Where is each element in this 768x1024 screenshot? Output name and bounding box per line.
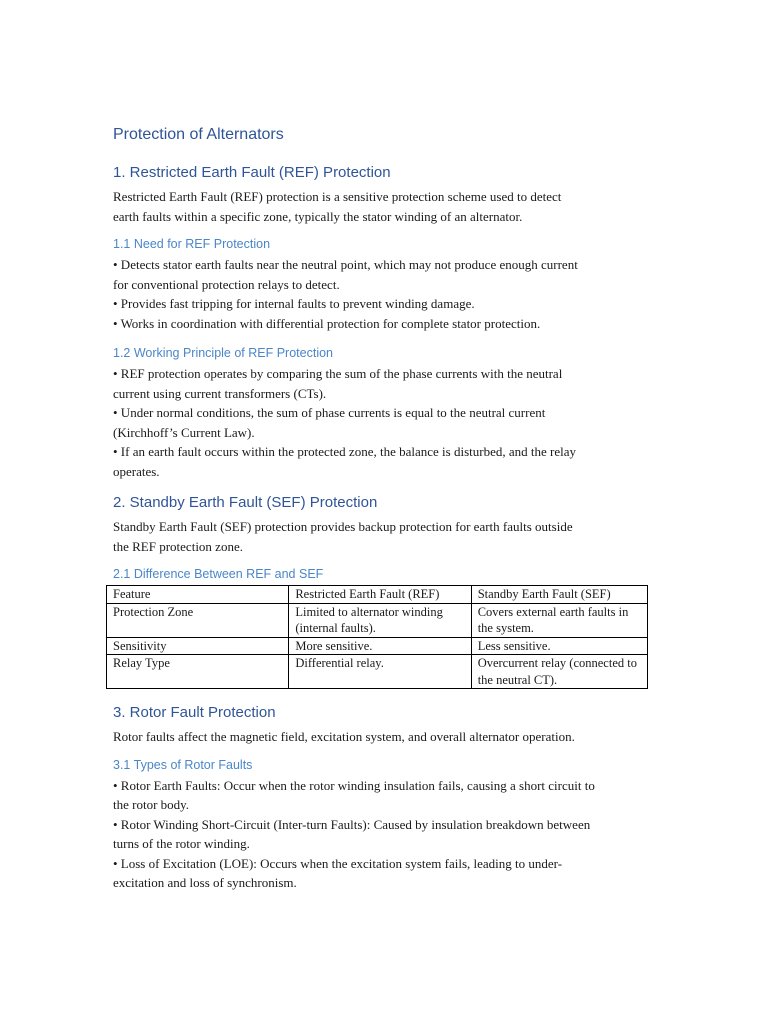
section-1-intro <box>113 187 658 226</box>
list-line: (Kirchhoff’s Current Law). <box>113 424 255 440</box>
list-line: turns of the rotor winding. <box>113 836 250 851</box>
section-1-intro-line-2: earth faults within a specific zone, typically the stator winding of an alternator. <box>113 208 523 224</box>
list-line: • REF protection operates by comparing the sum of the phase currents with the neutral <box>113 366 563 381</box>
list-line: • Provides fast tripping for internal faults to prevent winding damage. <box>113 296 475 311</box>
section-3-heading: 3. Rotor Fault Protection <box>113 704 276 721</box>
list-line: • Rotor Winding Short-Circuit (Inter-turn Faults): Caused by insulation breakdown between <box>113 816 591 832</box>
table-row <box>107 586 648 604</box>
subsection-2-1-heading: 2.1 Difference Between REF and SEF <box>113 567 324 581</box>
section-1-intro-line-1: Restricted Earth Fault (REF) protection is a sensitive protection scheme used to detect <box>113 189 562 204</box>
section-3-intro: Rotor faults affect the magnetic field, excitation system, and overall alternator operation. <box>113 729 575 744</box>
section-2-heading: 2. Standby Earth Fault (SEF) Protection <box>113 494 378 511</box>
table-cell: Less sensitive. <box>471 637 647 655</box>
list-line: operates. <box>113 463 160 479</box>
list-line: for conventional protection relays to detect. <box>113 276 340 292</box>
document-title: Protection of Alternators <box>113 126 284 143</box>
subsection-1-2-heading: 1.2 Working Principle of REF Protection <box>113 346 334 360</box>
list-line: • Works in coordination with differential protection for complete stator protection. <box>113 315 541 331</box>
table-cell: Restricted Earth Fault (REF) <box>289 586 471 604</box>
list-line: • Loss of Excitation (LOE): Occurs when the excitation system fails, leading to under- <box>113 855 563 871</box>
subsection-1-1-list <box>113 255 658 333</box>
subsection-3-1-list <box>113 776 658 893</box>
table-cell: Protection Zone <box>107 603 289 637</box>
list-line: excitation and loss of synchronism. <box>113 875 297 890</box>
subsection-1-2-list <box>113 364 658 481</box>
table-cell: Limited to alternator winding (internal faults). <box>289 603 471 637</box>
table-cell: More sensitive. <box>289 637 471 655</box>
document-page <box>113 124 658 905</box>
table-row <box>107 655 648 689</box>
list-line: • Rotor Earth Faults: Occur when the rotor winding insulation fails, causing a short circuit to <box>113 777 595 793</box>
list-line: • Detects stator earth faults near the neutral point, which may not produce enough current <box>113 257 578 272</box>
list-line: the rotor body. <box>113 797 190 812</box>
list-line: • If an earth fault occurs within the protected zone, the balance is disturbed, and the relay <box>113 444 576 459</box>
table-cell: Differential relay. <box>289 655 471 689</box>
table-cell: Feature <box>107 586 289 604</box>
section-2-intro-line-2: the REF protection zone. <box>113 538 243 554</box>
table-cell: Covers external earth faults in the system. <box>471 603 647 637</box>
table-cell: Overcurrent relay (connected to the neutral CT). <box>471 655 647 689</box>
comparison-table <box>106 585 648 689</box>
table-cell: Standby Earth Fault (SEF) <box>471 586 647 604</box>
subsection-1-1-heading: 1.1 Need for REF Protection <box>113 237 271 251</box>
table-row <box>107 603 648 637</box>
section-1-heading: 1. Restricted Earth Fault (REF) Protection <box>113 164 391 181</box>
section-2-intro <box>113 517 658 556</box>
table-cell: Sensitivity <box>107 637 289 655</box>
list-line: current using current transformers (CTs). <box>113 385 327 401</box>
section-2-intro-line-1: Standby Earth Fault (SEF) protection provides backup protection for earth faults outside <box>113 519 573 534</box>
table-cell: Relay Type <box>107 655 289 689</box>
subsection-3-1-heading: 3.1 Types of Rotor Faults <box>113 757 253 772</box>
table-row <box>107 637 648 655</box>
list-line: • Under normal conditions, the sum of phase currents is equal to the neutral current <box>113 405 546 420</box>
